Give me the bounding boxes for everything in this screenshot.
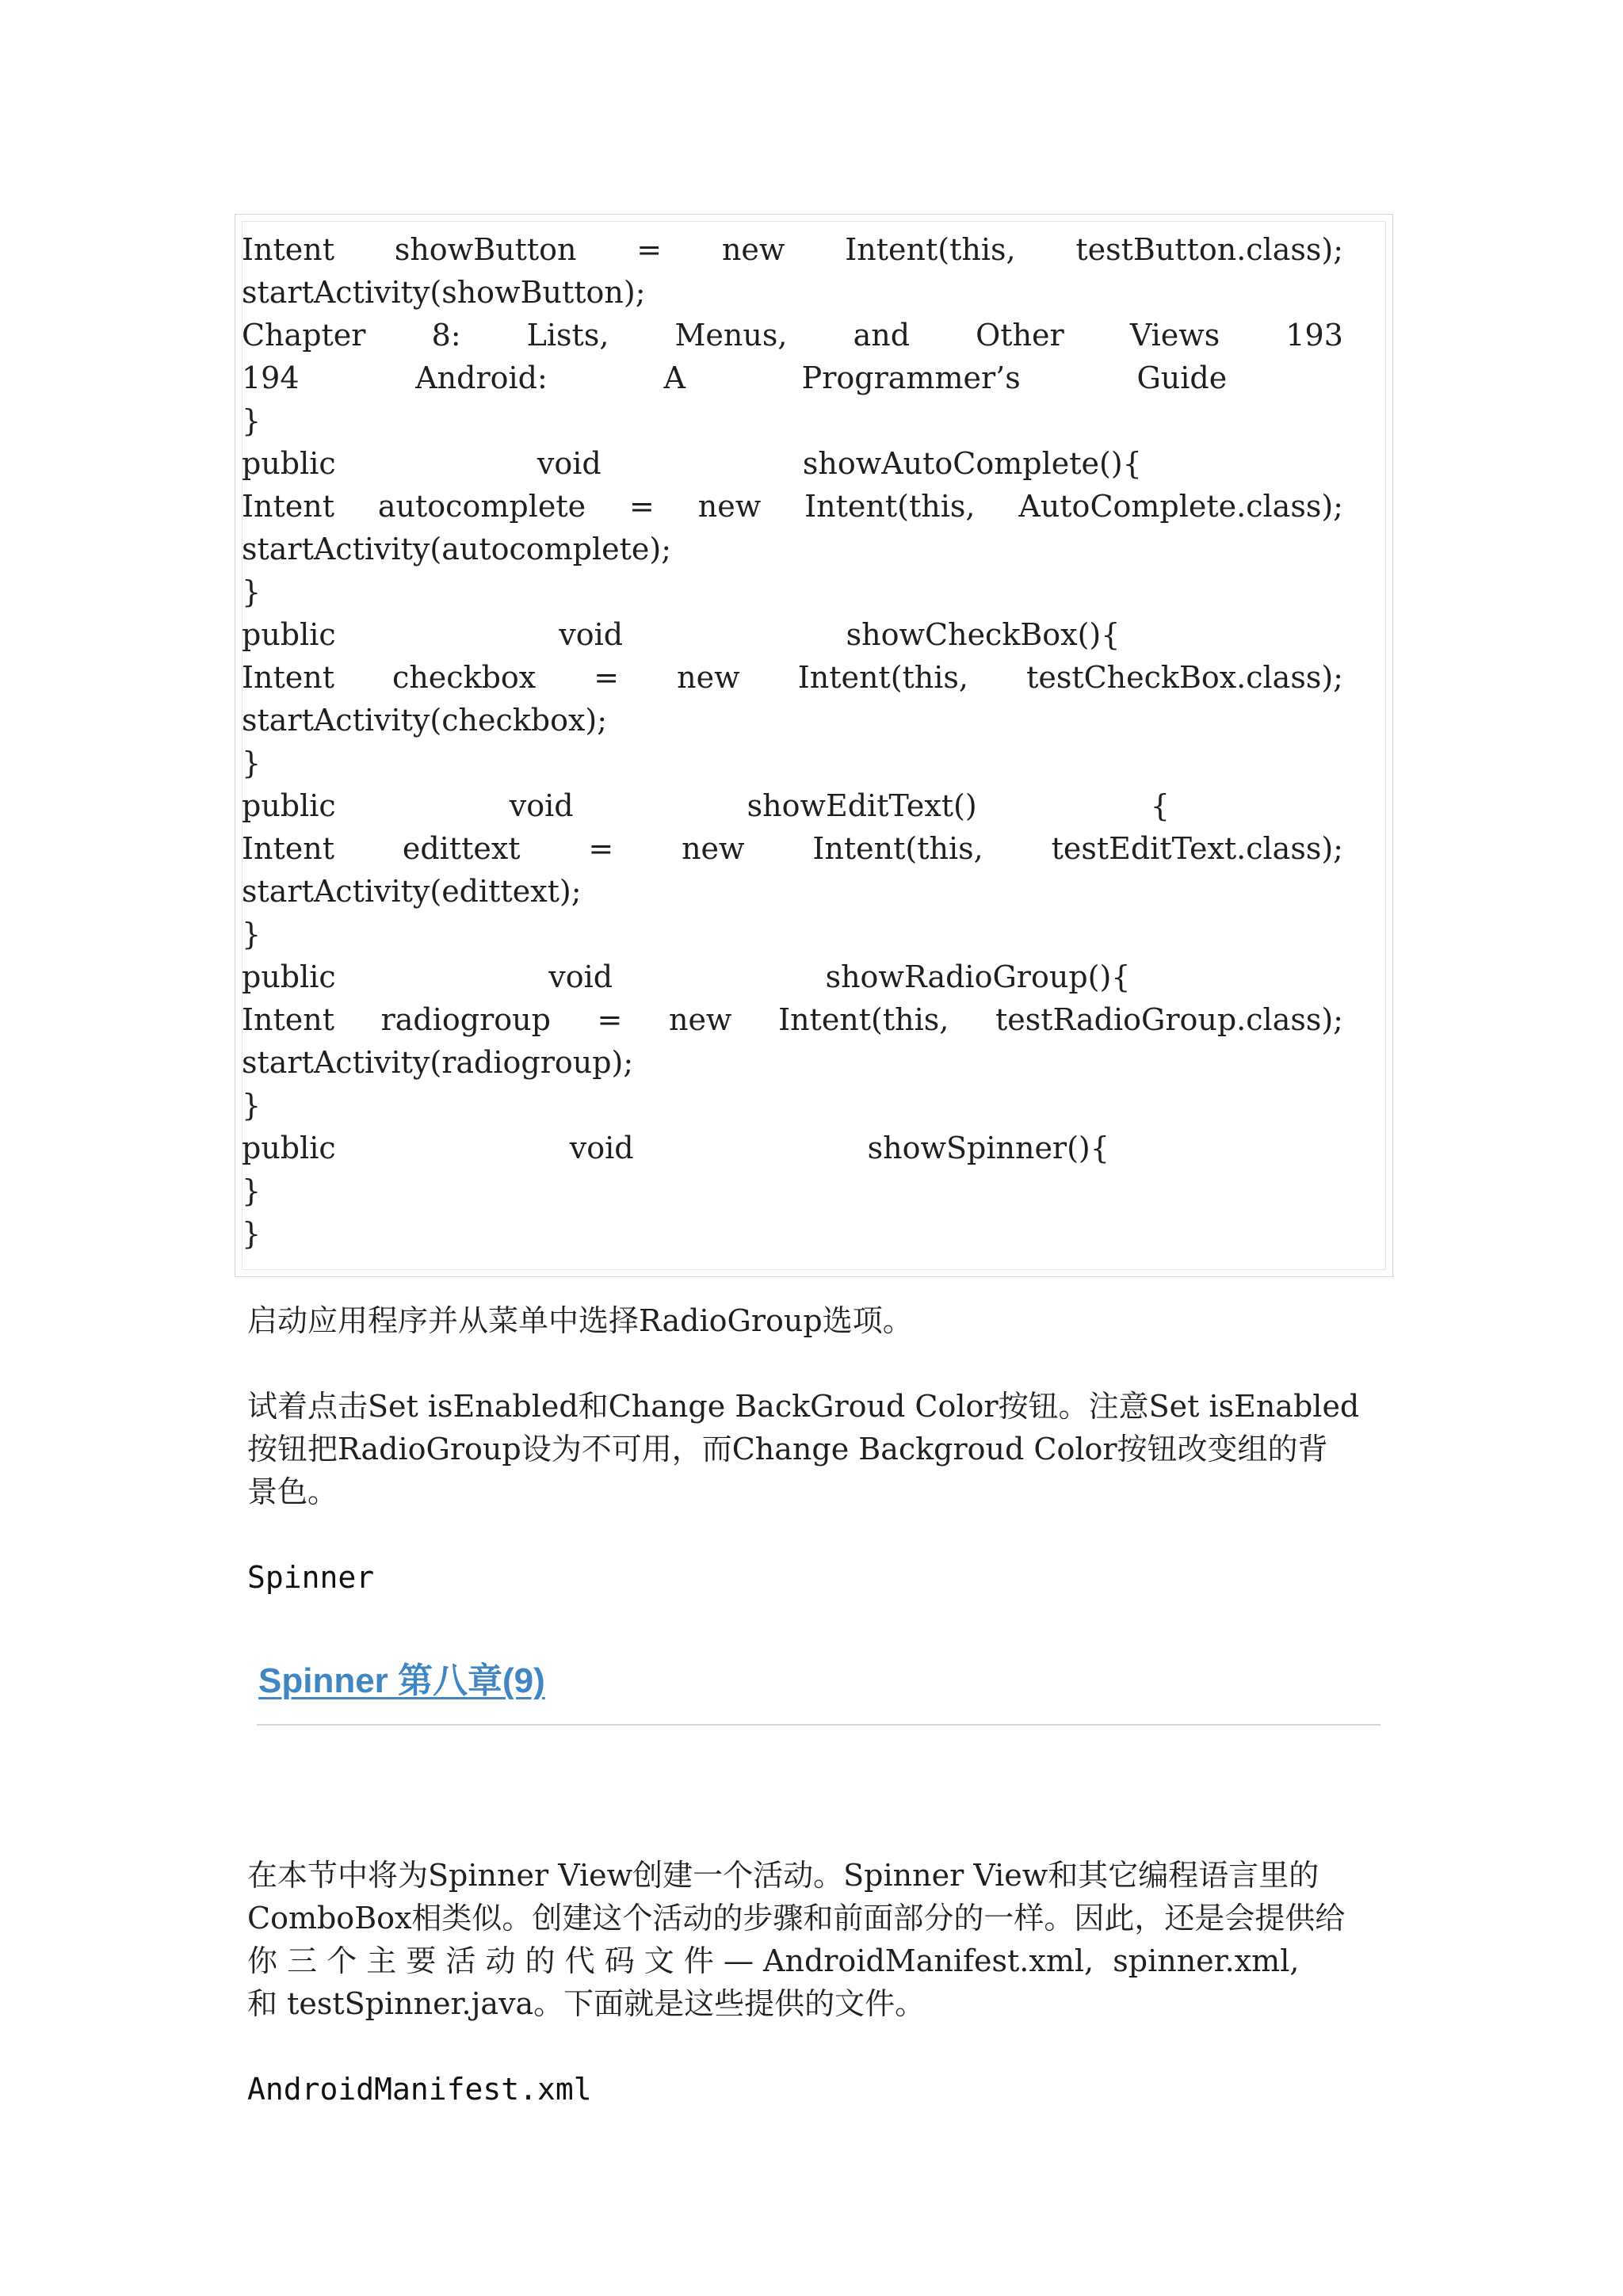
code-line — [242, 1084, 1343, 1127]
code-token: new — [668, 1002, 732, 1037]
code-token: } — [242, 403, 262, 438]
code-token: radiogroup — [380, 1002, 551, 1037]
code-token: Intent(this, — [845, 232, 1016, 267]
code-token: = — [636, 232, 663, 267]
code-token: autocomplete — [377, 489, 586, 524]
code-line — [242, 399, 1343, 442]
code-token: public — [242, 1131, 336, 1165]
heading-spinner: Spinner — [247, 1560, 375, 1595]
code-token: A — [663, 360, 685, 395]
code-token: showAutoComplete(){ — [802, 446, 1142, 481]
code-token: checkbox — [392, 660, 537, 695]
paragraph-line: 按钮把RadioGroup设为不可用，而Change Backgroud Color按钮改变组的背 — [247, 1432, 1328, 1466]
code-line — [242, 955, 1343, 998]
paragraph-radiogroup-buttons — [247, 1385, 1388, 1513]
code-token: startActivity(radiogroup); — [242, 1045, 634, 1080]
code-line — [242, 827, 1343, 870]
code-token: Android: — [415, 360, 548, 395]
code-token: showButton — [394, 232, 577, 267]
section-title-link[interactable]: Spinner 第八章(9) — [258, 1661, 545, 1700]
paragraph-radiogroup-intro — [247, 1299, 1388, 1342]
code-token: Guide — [1136, 360, 1228, 395]
section-divider — [257, 1724, 1381, 1726]
code-line — [242, 228, 1343, 271]
code-token: and — [853, 318, 911, 353]
code-token: new — [677, 660, 740, 695]
code-token: public — [242, 446, 336, 481]
code-line — [242, 570, 1343, 613]
code-line — [242, 613, 1343, 656]
code-token: new — [697, 489, 762, 524]
code-token: void — [569, 1131, 634, 1165]
code-token: Programmer’s — [801, 360, 1021, 395]
code-token: } — [242, 1216, 262, 1251]
code-line — [242, 742, 1343, 784]
code-line — [242, 1041, 1343, 1084]
code-line — [242, 485, 1343, 528]
code-token: = — [588, 831, 614, 866]
code-line — [242, 528, 1343, 570]
code-token: Intent — [242, 660, 334, 695]
paragraph-line: ComboBox相类似。创建这个活动的步骤和前面部分的一样。因此，还是会提供给 — [247, 1901, 1346, 1936]
paragraph-line: 你 三 个 主 要 活 动 的 代 码 文 件 — AndroidManifest.xml, spinner.xml, — [247, 1943, 1300, 1978]
code-token: startActivity(showButton); — [242, 275, 646, 310]
code-token: public — [242, 788, 336, 823]
paragraph-line: 在本节中将为Spinner View创建一个活动。Spinner View和其它编程语言里的 — [247, 1858, 1319, 1893]
code-token: Other — [976, 318, 1064, 353]
code-token: Intent — [242, 232, 334, 267]
code-token: } — [242, 746, 262, 780]
code-token: startActivity(autocomplete); — [242, 532, 672, 566]
code-token: Intent — [242, 1002, 334, 1037]
code-token: Lists, — [526, 318, 609, 353]
paragraph-spinner-intro — [247, 1854, 1388, 2025]
code-token: } — [242, 1088, 262, 1123]
code-token: 193 — [1285, 318, 1343, 353]
code-line — [242, 357, 1343, 399]
code-token: showCheckBox(){ — [846, 617, 1121, 652]
code-token: AutoComplete.class); — [1018, 489, 1343, 524]
code-token: void — [509, 788, 574, 823]
code-token: void — [559, 617, 624, 652]
code-line — [242, 271, 1343, 314]
paragraph-line: 景色。 — [247, 1474, 338, 1509]
paragraph-line: 和 testSpinner.java。下面就是这些提供的文件。 — [247, 1986, 926, 2021]
code-token: showRadioGroup(){ — [825, 959, 1131, 994]
code-token: Intent(this, — [778, 1002, 949, 1037]
code-line — [242, 998, 1343, 1041]
code-token: Intent(this, — [812, 831, 983, 866]
code-token: = — [629, 489, 655, 524]
code-token: startActivity(edittext); — [242, 874, 582, 909]
code-token: } — [242, 917, 262, 952]
code-token: 8: — [431, 318, 461, 353]
code-line — [242, 870, 1343, 913]
code-line — [242, 913, 1343, 955]
code-token: testRadioGroup.class); — [995, 1002, 1343, 1037]
code-token: = — [597, 1002, 623, 1037]
code-token: Menus, — [674, 318, 788, 353]
code-token: void — [548, 959, 613, 994]
code-token: showEditText() — [747, 788, 977, 823]
paragraph-line: 启动应用程序并从菜单中选择RadioGroup选项。 — [247, 1303, 913, 1338]
code-token: Views — [1129, 318, 1220, 353]
code-token: Intent — [242, 831, 334, 866]
code-token: public — [242, 617, 336, 652]
code-token: } — [242, 1173, 262, 1208]
code-token: Intent(this, — [804, 489, 976, 524]
code-line — [242, 1169, 1343, 1212]
code-token: testCheckBox.class); — [1026, 660, 1343, 695]
paragraph-line: 试着点击Set isEnabled和Change BackGroud Color按钮。注意Set isEnabled — [247, 1389, 1360, 1424]
code-token: showSpinner(){ — [867, 1131, 1109, 1165]
heading-android-manifest: AndroidManifest.xml — [247, 2072, 592, 2107]
code-line — [242, 1127, 1343, 1169]
code-token: Chapter — [242, 318, 366, 353]
code-token: new — [682, 831, 745, 866]
code-line — [242, 1212, 1343, 1255]
code-line — [242, 656, 1343, 699]
code-token: Intent(this, — [797, 660, 969, 695]
code-line — [242, 314, 1343, 357]
code-token: testEditText.class); — [1051, 831, 1343, 866]
code-token: void — [537, 446, 601, 481]
code-token: edittext — [402, 831, 521, 866]
code-token: new — [721, 232, 785, 267]
code-token: } — [242, 574, 262, 609]
code-line — [242, 699, 1343, 742]
code-token: Intent — [242, 489, 334, 524]
code-token: startActivity(checkbox); — [242, 703, 608, 738]
code-token: 194 — [242, 360, 300, 395]
code-token: = — [594, 660, 620, 695]
code-token: testButton.class); — [1075, 232, 1343, 267]
code-line — [242, 784, 1343, 827]
code-line — [242, 442, 1343, 485]
code-token: public — [242, 959, 336, 994]
code-token: { — [1150, 788, 1170, 823]
